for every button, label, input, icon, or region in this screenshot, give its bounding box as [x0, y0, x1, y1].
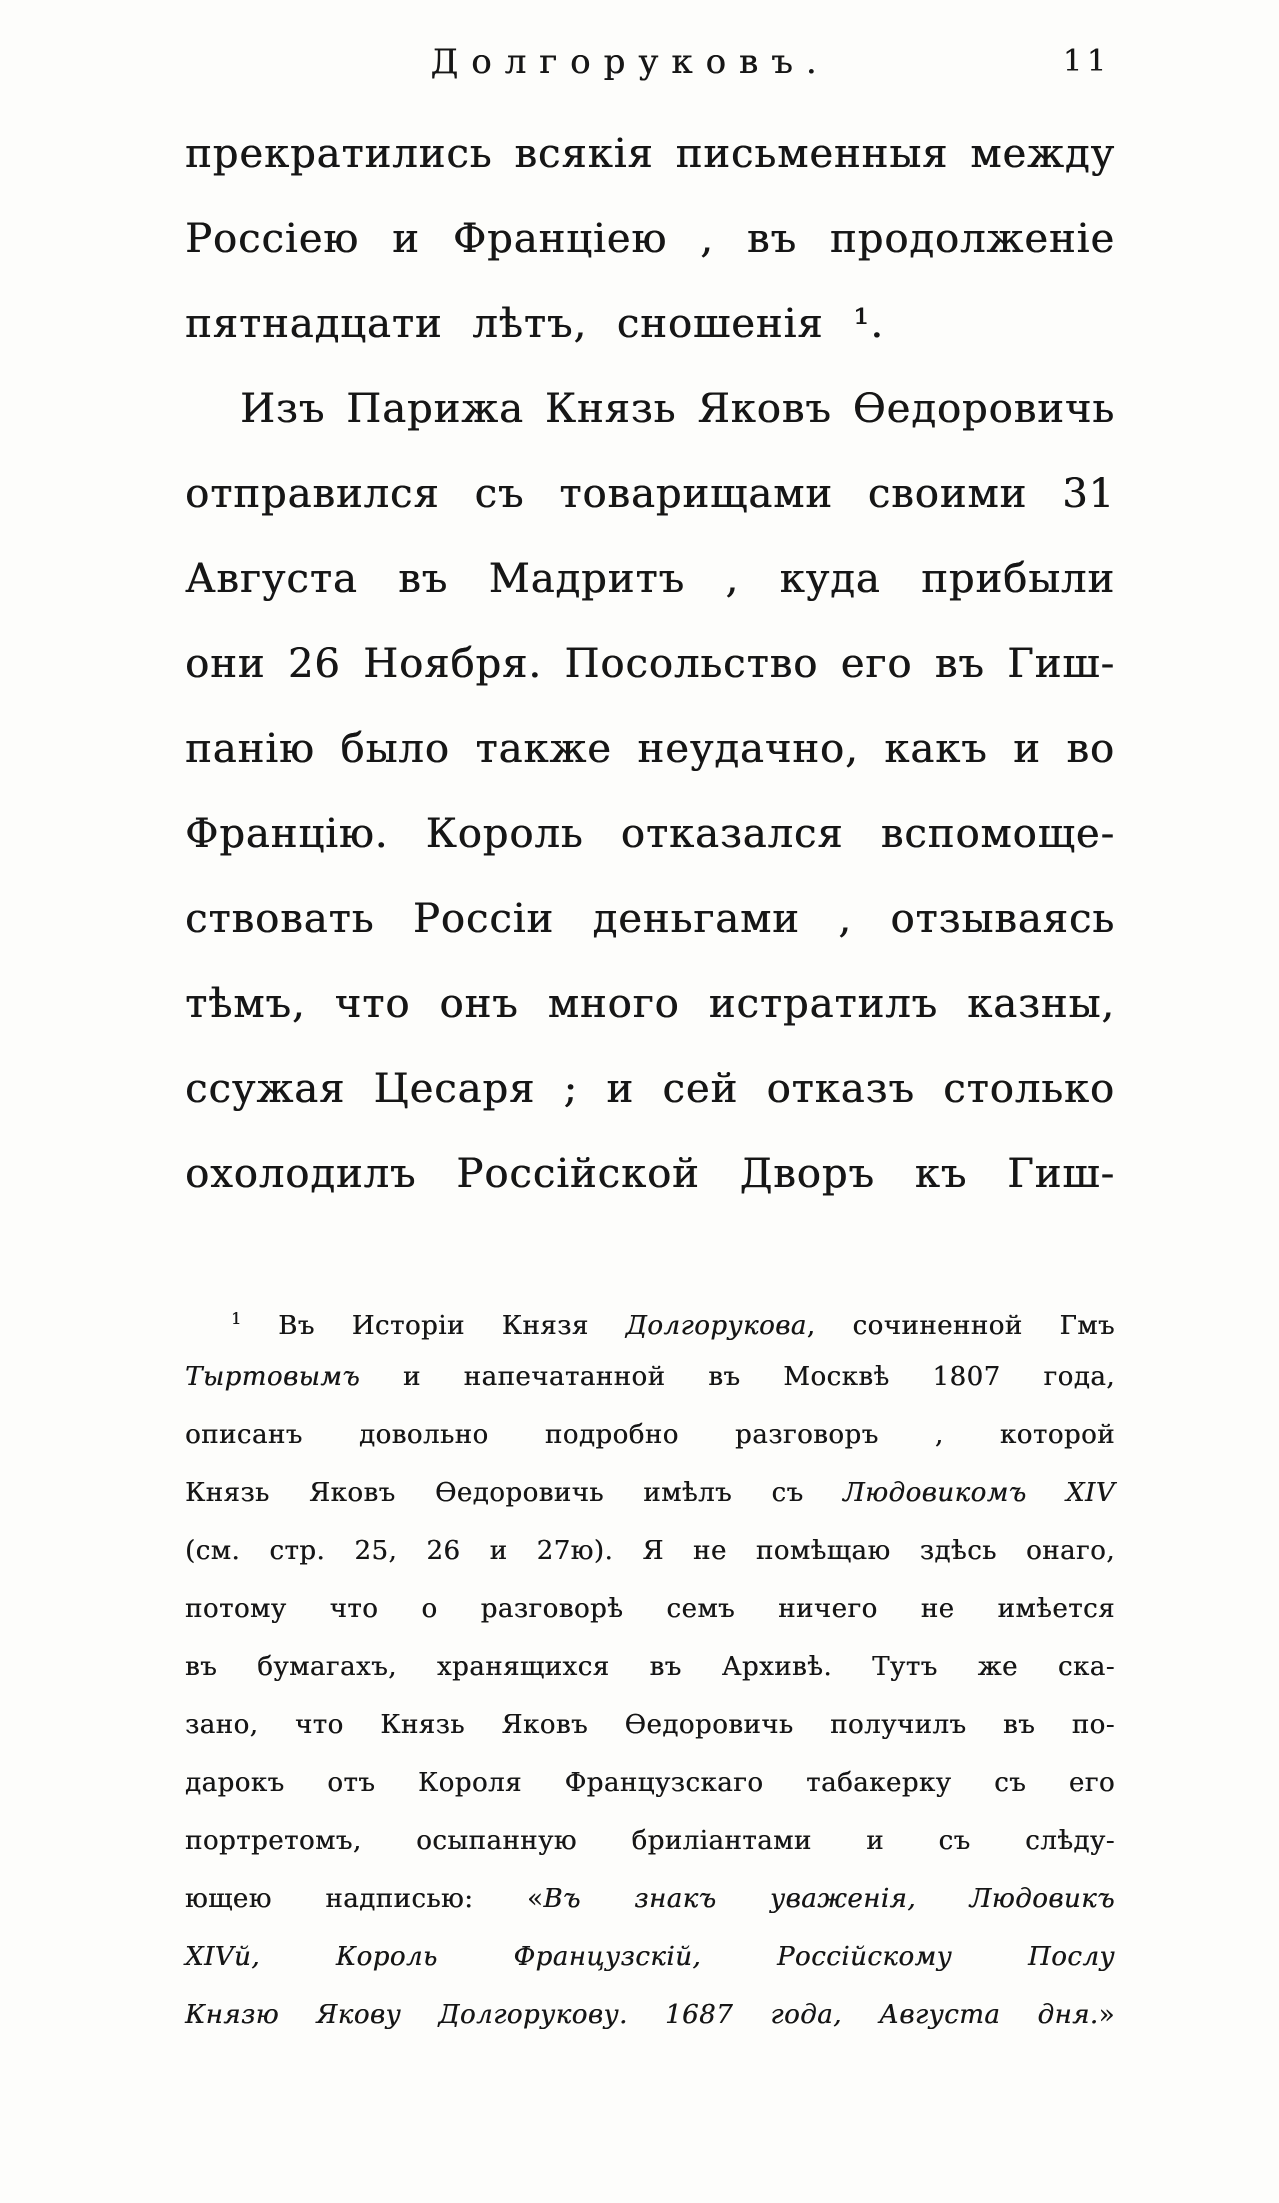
text-segment: прекратились всякія письменныя между: [185, 131, 1115, 177]
footnote-line: [185, 1290, 1115, 1348]
footnote-marker: 1: [231, 1309, 242, 1328]
body-text: [185, 112, 1115, 1217]
text-segment: тѣмъ, что онъ много истратилъ казны,: [185, 981, 1115, 1027]
text-segment: ссужая Цесаря ; и сей отказъ столько: [185, 1066, 1115, 1112]
body-line: [185, 792, 1115, 877]
footnote-line: [185, 1406, 1115, 1464]
footnote-line: [185, 1348, 1115, 1406]
text-segment: описанъ довольно подробно разговоръ , которой: [185, 1420, 1115, 1450]
text-segment: они 26 Ноября. Посольство его въ Гиш-: [185, 641, 1115, 687]
footnote-line: [185, 1696, 1115, 1754]
text-segment: Францію. Король отказался вспомоще-: [185, 811, 1115, 857]
body-line: [185, 282, 1115, 367]
body-line: [185, 452, 1115, 537]
footnote-line: [185, 1928, 1115, 1986]
body-line: [185, 1132, 1115, 1217]
text-segment: отправился съ товарищами своими 31: [185, 471, 1115, 517]
footnote: [185, 1290, 1115, 2044]
text-segment: и напечатанной въ Москвѣ 1807 года,: [360, 1362, 1115, 1392]
italic-text-segment: Тыртовымъ: [185, 1362, 361, 1392]
italic-text-segment: Долгорукова: [625, 1311, 807, 1341]
body-line: [185, 1047, 1115, 1132]
text-segment: Россіею и Франціею , въ продолженіе: [185, 216, 1115, 262]
italic-text-segment: XIVй, Король Французскій, Россійскому Послу: [185, 1942, 1115, 1972]
footnote-line: [185, 1870, 1115, 1928]
text-segment: Изъ Парижа Князь Яковъ Ѳедоровичь: [240, 386, 1115, 432]
text-segment: »: [1098, 2000, 1115, 2030]
text-segment: , сочиненной Гмъ: [806, 1311, 1115, 1341]
text-segment: панію было также неудачно, какъ и во: [185, 726, 1115, 772]
text-segment: охолодилъ Россійской Дворъ къ Гиш-: [185, 1151, 1115, 1197]
text-segment: ствовать Россіи деньгами , отзываясь: [185, 896, 1115, 942]
footnote-line: [185, 1580, 1115, 1638]
text-segment: дарокъ отъ Короля Французскаго табакерку съ его: [185, 1768, 1115, 1798]
footnote-line: [185, 1638, 1115, 1696]
italic-text-segment: Въ знакъ уваженія, Людовикъ: [543, 1884, 1115, 1914]
text-segment: Въ Исторіи Князя: [241, 1311, 626, 1341]
footnote-line: [185, 1986, 1115, 2044]
body-line: [185, 367, 1115, 452]
page-title: Долгоруковъ.: [430, 42, 830, 82]
text-segment: пятнадцати лѣтъ, сношенія ¹.: [185, 301, 884, 347]
footnote-line: [185, 1464, 1115, 1522]
footnote-line: [185, 1522, 1115, 1580]
body-line: [185, 197, 1115, 282]
text-segment: портретомъ, осыпанную бриліантами и съ слѣду-: [185, 1826, 1115, 1856]
footnote-line: [185, 1754, 1115, 1812]
body-line: [185, 537, 1115, 622]
text-segment: Князь Яковъ Ѳедоровичь имѣлъ съ: [185, 1478, 843, 1508]
running-header: [185, 42, 1115, 102]
body-line: [185, 707, 1115, 792]
italic-text-segment: Князю Якову Долгорукову. 1687 года, Августа дня.: [185, 2000, 1099, 2030]
italic-text-segment: Людовикомъ XIV: [842, 1478, 1115, 1508]
text-segment: потому что о разговорѣ семъ ничего не имѣется: [185, 1594, 1115, 1624]
page-number: 11: [1062, 44, 1111, 79]
body-line: [185, 877, 1115, 962]
text-segment: ющею надписью: «: [185, 1884, 544, 1914]
body-line: [185, 962, 1115, 1047]
footnote-line: [185, 1812, 1115, 1870]
body-line: [185, 622, 1115, 707]
text-segment: Августа въ Мадритъ , куда прибыли: [185, 556, 1115, 602]
text-segment: зано, что Князь Яковъ Ѳедоровичь получилъ въ по-: [185, 1710, 1115, 1740]
text-segment: (см. стр. 25, 26 и 27ю). Я не помѣщаю здѣсь онаго,: [185, 1536, 1115, 1566]
text-segment: въ бумагахъ, хранящихся въ Архивѣ. Тутъ же ска-: [185, 1652, 1115, 1682]
body-line: [185, 112, 1115, 197]
